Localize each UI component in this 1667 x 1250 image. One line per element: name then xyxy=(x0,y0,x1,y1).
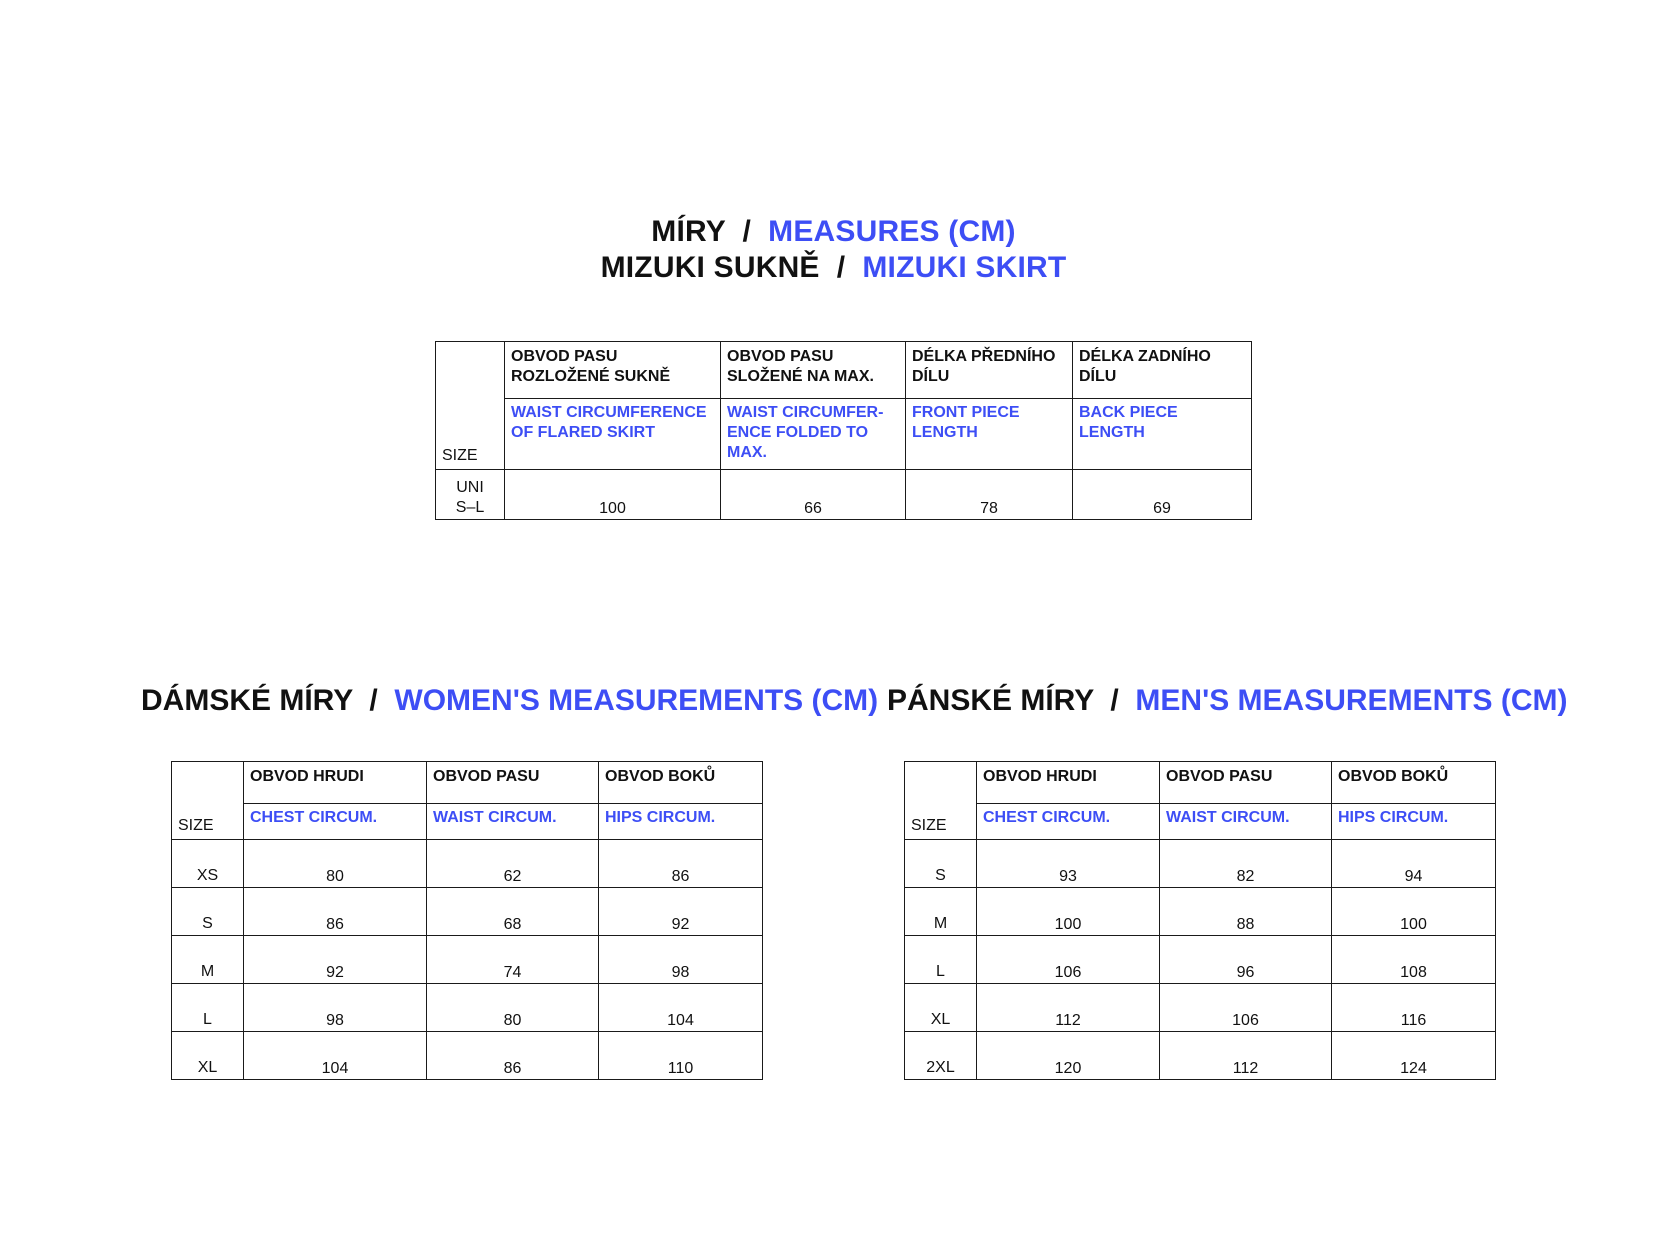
value-cell: 62 xyxy=(427,840,599,888)
header-cz-folded-waist: OBVOD PASU SLOŽENÉ NA MAX. xyxy=(721,342,906,399)
table-row xyxy=(172,984,763,1032)
value-cell: 66 xyxy=(721,470,906,520)
value-cell: 93 xyxy=(977,840,1160,888)
size-cell: UNI S–L xyxy=(436,470,505,520)
table-row xyxy=(172,936,763,984)
header-cz-front-length: DÉLKA PŘEDNÍHO DÍLU xyxy=(906,342,1073,399)
men-measures-table xyxy=(904,761,1496,1080)
value-cell: 88 xyxy=(1160,888,1332,936)
value-cell: 120 xyxy=(977,1032,1160,1080)
value-cell: 74 xyxy=(427,936,599,984)
women-title-cz: DÁMSKÉ MÍRY xyxy=(141,684,353,717)
header-cz-chest: OBVOD HRUDI xyxy=(244,762,427,804)
title-separator: / xyxy=(369,684,378,717)
header-en-waist: WAIST CIRCUM. xyxy=(427,804,599,840)
value-cell: 92 xyxy=(244,936,427,984)
table-row xyxy=(172,840,763,888)
page-title xyxy=(0,214,1667,286)
value-cell: 112 xyxy=(977,984,1160,1032)
header-cz-flared-waist: OBVOD PASU ROZLOŽENÉ SUKNĚ xyxy=(505,342,721,399)
value-cell: 104 xyxy=(244,1032,427,1080)
header-cz-chest: OBVOD HRUDI xyxy=(977,762,1160,804)
size-header: SIZE xyxy=(172,762,244,840)
size-cell: L xyxy=(905,936,977,984)
women-measures-table xyxy=(171,761,763,1080)
header-en-waist: WAIST CIRCUM. xyxy=(1160,804,1332,840)
header-cz-back-length: DÉLKA ZADNÍHO DÍLU xyxy=(1073,342,1252,399)
value-cell: 92 xyxy=(599,888,763,936)
value-cell: 69 xyxy=(1073,470,1252,520)
men-section-title xyxy=(887,683,1568,719)
table-row xyxy=(905,840,1496,888)
value-cell: 86 xyxy=(427,1032,599,1080)
title-separator: / xyxy=(836,251,846,284)
value-cell: 106 xyxy=(977,936,1160,984)
value-cell: 78 xyxy=(906,470,1073,520)
women-section-title xyxy=(141,683,878,719)
header-en-hips: HIPS CIRCUM. xyxy=(1332,804,1496,840)
header-en-flared-waist: WAIST CIRCUMFERENCE OF FLARED SKIRT xyxy=(505,399,721,470)
value-cell: 86 xyxy=(244,888,427,936)
header-en-front-length: FRONT PIECE LENGTH xyxy=(906,399,1073,470)
women-title-en: WOMEN'S MEASUREMENTS (CM) xyxy=(394,684,879,717)
header-en-folded-waist: WAIST CIRCUMFER- ENCE FOLDED TO MAX. xyxy=(721,399,906,470)
header-cz-waist: OBVOD PASU xyxy=(1160,762,1332,804)
size-cell: M xyxy=(172,936,244,984)
value-cell: 100 xyxy=(505,470,721,520)
table-row xyxy=(905,984,1496,1032)
table-row xyxy=(172,1032,763,1080)
value-cell: 108 xyxy=(1332,936,1496,984)
value-cell: 80 xyxy=(244,840,427,888)
value-cell: 94 xyxy=(1332,840,1496,888)
table-row xyxy=(172,888,763,936)
value-cell: 98 xyxy=(244,984,427,1032)
value-cell: 98 xyxy=(599,936,763,984)
size-header: SIZE xyxy=(436,342,505,470)
value-cell: 106 xyxy=(1160,984,1332,1032)
value-cell: 104 xyxy=(599,984,763,1032)
table-row xyxy=(905,936,1496,984)
value-cell: 116 xyxy=(1332,984,1496,1032)
title-line-measures xyxy=(0,214,1667,250)
value-cell: 124 xyxy=(1332,1032,1496,1080)
size-cell: XL xyxy=(905,984,977,1032)
header-cz-hips: OBVOD BOKŮ xyxy=(1332,762,1496,804)
value-cell: 68 xyxy=(427,888,599,936)
size-header: SIZE xyxy=(905,762,977,840)
title-separator: / xyxy=(1110,684,1119,717)
size-cell: L xyxy=(172,984,244,1032)
table-row xyxy=(905,888,1496,936)
size-cell: XS xyxy=(172,840,244,888)
title-separator: / xyxy=(742,215,752,248)
skirt-measures-table xyxy=(435,341,1252,520)
size-cell: 2XL xyxy=(905,1032,977,1080)
value-cell: 80 xyxy=(427,984,599,1032)
size-cell: S xyxy=(172,888,244,936)
value-cell: 110 xyxy=(599,1032,763,1080)
table-row xyxy=(905,1032,1496,1080)
header-en-chest: CHEST CIRCUM. xyxy=(977,804,1160,840)
title-cz: MÍRY xyxy=(651,215,726,248)
product-name-cz: MIZUKI SUKNĚ xyxy=(600,251,820,284)
header-en-hips: HIPS CIRCUM. xyxy=(599,804,763,840)
size-cell: S xyxy=(905,840,977,888)
value-cell: 112 xyxy=(1160,1032,1332,1080)
size-cell: M xyxy=(905,888,977,936)
value-cell: 100 xyxy=(1332,888,1496,936)
value-cell: 100 xyxy=(977,888,1160,936)
header-cz-waist: OBVOD PASU xyxy=(427,762,599,804)
header-en-chest: CHEST CIRCUM. xyxy=(244,804,427,840)
title-line-product xyxy=(0,250,1667,286)
header-en-back-length: BACK PIECE LENGTH xyxy=(1073,399,1252,470)
size-cell: XL xyxy=(172,1032,244,1080)
value-cell: 86 xyxy=(599,840,763,888)
value-cell: 82 xyxy=(1160,840,1332,888)
title-en: MEASURES (CM) xyxy=(768,215,1016,248)
men-title-cz: PÁNSKÉ MÍRY xyxy=(887,684,1094,717)
product-name-en: MIZUKI SKIRT xyxy=(862,251,1067,284)
men-title-en: MEN'S MEASUREMENTS (CM) xyxy=(1135,684,1568,717)
value-cell: 96 xyxy=(1160,936,1332,984)
header-cz-hips: OBVOD BOKŮ xyxy=(599,762,763,804)
